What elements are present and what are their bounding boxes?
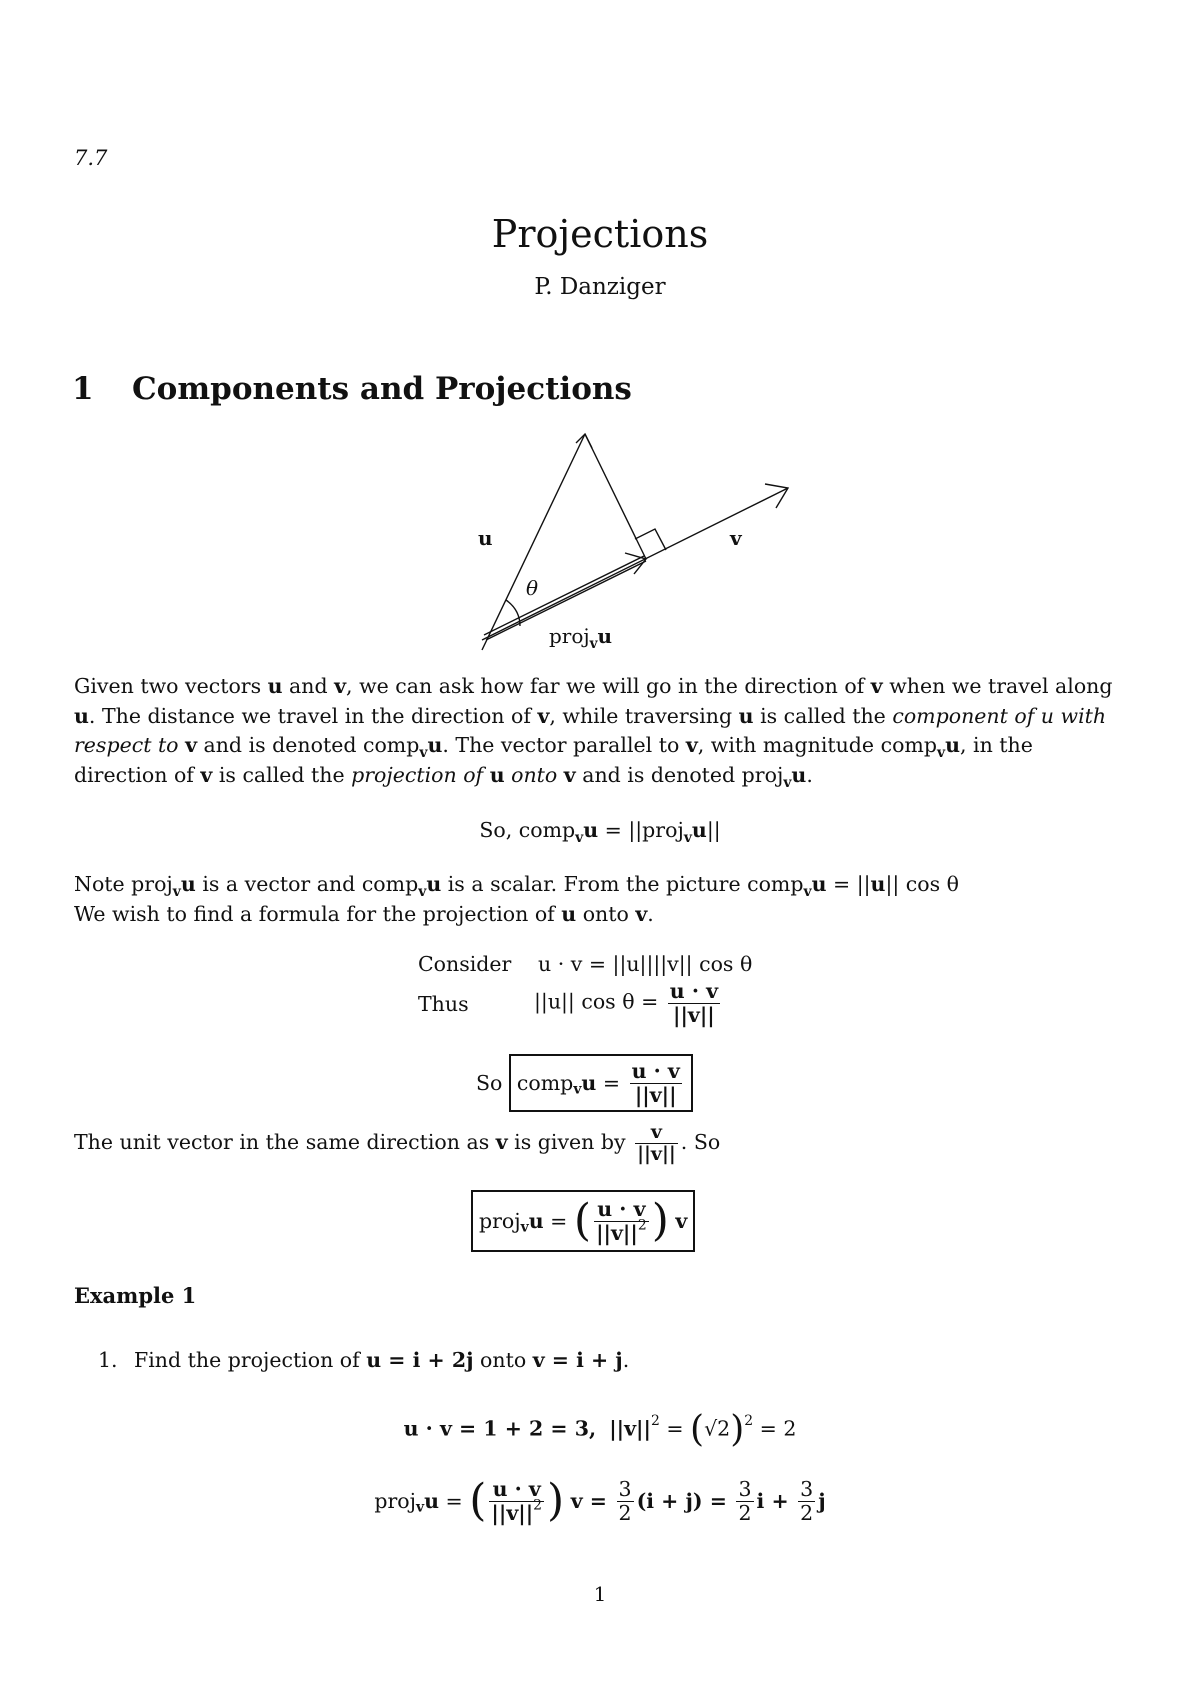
comp-formula [476,1054,693,1112]
comp-norm-equation: So, comp$_v$u = ||proj$_v$u|| [479,818,721,846]
example-dot-product-line: u · v = 1 + 2 = 3, $||v||^2 = (√2)^2 = 2$ [403,1409,797,1450]
unit-vector-sentence: The unit vector in the same direction as v is given by $\frac{v}{||v||}$ . So [74,1121,721,1165]
page-author: P. Danziger [534,274,666,300]
consider-label: Consider [418,952,512,976]
thus-equation: ||u|| cos θ = $\frac{u \cdot v}{||v||}$ [534,979,719,1027]
figure-label-proj: proj$_v$u [549,624,613,652]
intro-paragraph: Given two vectors u and v, we can ask how far we will go in the direction of v when we travel along u. The distance we travel in the direction of v, while traversing u is called the component of u with respect to v and is denoted comp$_v$u. The vector parallel to v, with magnitude comp$_v$u, in the direction of v is called the projection of u onto v and is denoted proj$_v$u. [74,674,1113,791]
so-label: So [476,1071,503,1096]
section-heading [72,371,632,407]
vector-v-line [482,488,788,640]
page-title: Projections [491,212,709,256]
page-number: 1 [593,1582,607,1606]
perpendicular-line [585,434,646,559]
vector-v-arrowhead [765,484,788,508]
example-projection-line: proj$_v$u = ( $\frac{u \cdot v}{||v||^2}$ ) v = $\frac{3}{2}$ (i + j) = $\frac{3}{2}$ i + $\frac{3}{2}$ j [374,1475,826,1527]
term-projection: projection of [351,762,484,787]
thus-label: Thus [418,992,469,1016]
section-heading-text: Components and Projections [132,371,632,407]
figure-label-v: v [730,526,742,550]
projection-formula-box: proj$_v$u = ( $\frac{u \cdot v}{||v||^2}$ ) v [471,1190,695,1252]
comp-formula-box: comp$_v$u = $\frac{u \cdot v}{||v||}$ [509,1054,693,1112]
vector-u-line [482,434,585,650]
example-item: 1. Find the projection of u = i + 2j onto v = i + j. [98,1348,630,1372]
example-heading: Example 1 [74,1283,197,1308]
figure-label-theta: θ [526,576,539,600]
section-number: 7.7 [74,146,108,170]
consider-equation: u · v = ||u||||v|| cos θ [538,952,753,976]
section-heading-number: 1 [72,371,94,407]
note-paragraph: Note proj$_v$u is a vector and comp$_v$u is a scalar. From the picture comp$_v$u = ||u|| cos θ We wish to find a formula for the projection of u onto v. [74,872,959,926]
term-component: component of u with respect to [74,703,1107,757]
figure-label-u: u [478,526,493,550]
